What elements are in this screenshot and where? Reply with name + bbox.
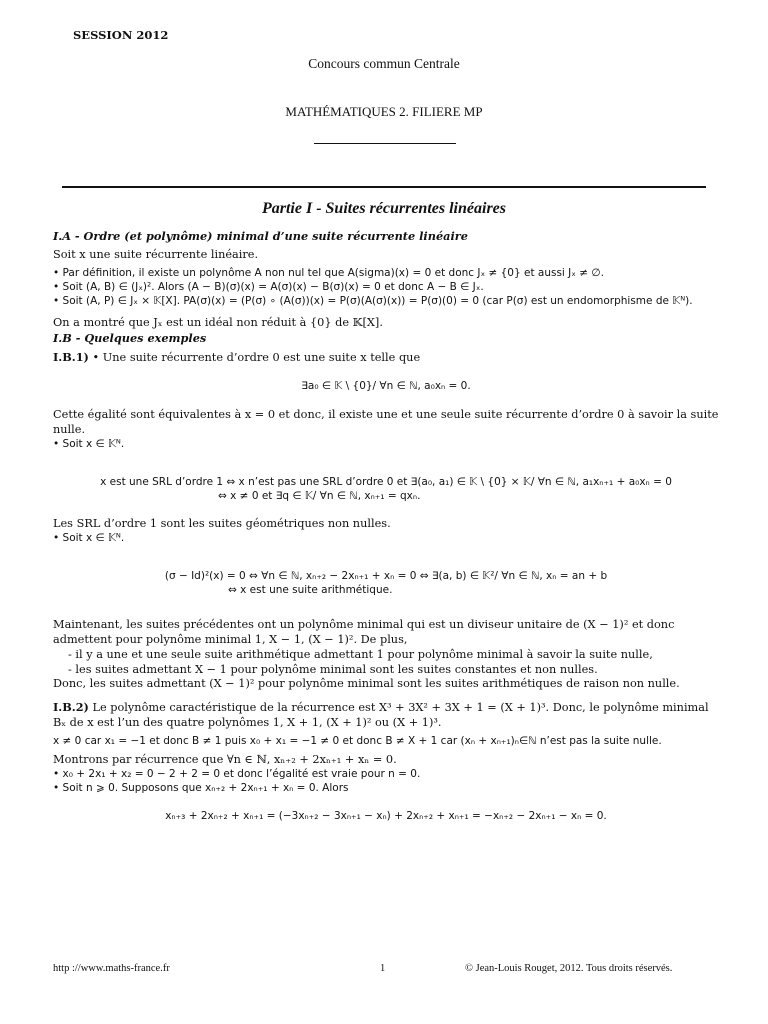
- ib1-label: I.B.1): [53, 350, 89, 365]
- short-divider: [314, 143, 456, 144]
- concours-title: Concours commun Centrale: [308, 56, 460, 71]
- section-ia-conclusion: On a montré que Jₓ est un idéal non réduit à {0} de 𝕂[X].: [53, 316, 383, 330]
- ib1-equation-2-line-2: ⇔ x ≠ 0 et ∃q ∈ 𝕂/ ∀n ∈ ℕ, xₙ₊₁ = qxₙ.: [218, 489, 421, 502]
- ib2-equation: xₙ₊₃ + 2xₙ₊₂ + xₙ₊₁ = (−3xₙ₊₂ − 3xₙ₊₁ − xₙ) + 2xₙ₊₂ + xₙ₊₁ = −xₙ₊₂ − 2xₙ₊₁ − xₙ = 0.: [165, 809, 607, 822]
- ib2-text: Le polynôme caractéristique de la récurrence est X³ + 3X² + 3X + 1 = (X + 1)³. Donc, le polynôme minimal Bₓ de x est l’un des quatre polynômes 1, X + 1, (X + 1)² ou (X + 1)³.: [53, 701, 709, 730]
- ib2-paragraph-2: x ≠ 0 car x₁ = −1 et donc B ≠ 1 puis x₀ + x₁ = −1 ≠ 0 et donc B ≠ X + 1 car (xₙ + xₙ₊₁)ₙ∈ℕ n’est pas la suite nulle.: [53, 735, 662, 748]
- ib1-dash-2: - les suites admettant X − 1 pour polynôme minimal sont les suites constantes et non nulles.: [68, 662, 598, 676]
- session-label: SESSION 2012: [73, 28, 169, 42]
- ib2-bullet-2: • Soit n ⩾ 0. Supposons que xₙ₊₂ + 2xₙ₊₁ + xₙ = 0. Alors: [53, 781, 349, 794]
- ib2-bullet-1: • x₀ + 2x₁ + x₂ = 0 − 2 + 2 = 0 et donc l’égalité est vraie pour n = 0.: [53, 767, 421, 780]
- long-divider: [62, 186, 706, 188]
- ib1-paragraph-4: Maintenant, les suites précédentes ont un polynôme minimal qui est un diviseur unitaire de (X − 1)² et donc admettent pour polynôme minimal 1, X − 1, (X − 1)². De plus,: [53, 617, 675, 646]
- ib2-label: I.B.2): [53, 700, 89, 715]
- main-content: [53, 229, 719, 824]
- ib1-equation-3-line-2: ⇔ x est une suite arithmétique.: [228, 583, 393, 596]
- ib1-bullet-3: • Soit x ∈ 𝕂ᴺ.: [53, 532, 125, 545]
- part-title: Partie I - Suites récurrentes linéaires: [261, 200, 506, 217]
- footer-page-number: 1: [380, 963, 386, 974]
- footer-copyright: © Jean-Louis Rouget, 2012. Tous droits réservés.: [465, 963, 673, 974]
- section-ib-heading: I.B - Quelques exemples: [53, 331, 207, 346]
- bullet-product: • Soit (A, P) ∈ Jₓ × 𝕂[X]. PA(σ)(x) = (P(σ) ∘ (A(σ))(x) = P(σ)(A(σ)(x)) = P(σ)(0) = 0 (car P(σ) est un endomorphisme de 𝕂ᴺ).: [53, 294, 693, 307]
- ib1-paragraph-3: Les SRL d’ordre 1 sont les suites géométriques non nulles.: [53, 517, 391, 531]
- ib1-equation: ∃a₀ ∈ 𝕂 \ {0}/ ∀n ∈ ℕ, a₀xₙ = 0.: [301, 380, 471, 393]
- ib1-bullet-2: • Soit x ∈ 𝕂ᴺ.: [53, 437, 125, 450]
- ib1-paragraph-2: Cette égalité sont équivalentes à x = 0 et donc, il existe une et une seule suite récurrente d’ordre 0 à savoir la suite nulle.: [53, 407, 719, 436]
- ib1-paragraph-5: Donc, les suites admettant (X − 1)² pour polynôme minimal sont les suites arithmétiques de raison non nulle.: [53, 677, 680, 691]
- ib1-equation-3-line-1: (σ − Id)²(x) = 0 ⇔ ∀n ∈ ℕ, xₙ₊₂ − 2xₙ₊₁ + xₙ = 0 ⇔ ∃(a, b) ∈ 𝕂²/ ∀n ∈ ℕ, xₙ = an + b: [164, 570, 608, 583]
- ib2-paragraph-3: Montrons par récurrence que ∀n ∈ ℕ, xₙ₊₂ + 2xₙ₊₁ + xₙ = 0.: [53, 753, 397, 767]
- ib1-dash-1: - il y a une et une seule suite arithmétique admettant 1 pour polynôme minimal à savoir la suite nulle,: [68, 647, 653, 661]
- subject-title: MATHÉMATIQUES 2. FILIERE MP: [285, 104, 483, 119]
- ib1-paragraph: [53, 350, 719, 366]
- bullet-difference: • Soit (A, B) ∈ (Jₓ)². Alors (A − B)(σ)(x) = A(σ)(x) − B(σ)(x) = 0 et donc A − B ∈ Jₓ.: [53, 280, 484, 293]
- section-ia-heading: I.A - Ordre (et polynôme) minimal d’une suite récurrente linéaire: [53, 229, 468, 243]
- bullet-nonempty: • Par définition, il existe un polynôme A non nul tel que A(sigma)(x) = 0 et donc Jₓ ≠ {0} et aussi Jₓ ≠ ∅.: [53, 266, 604, 279]
- ib2-paragraph: [53, 700, 719, 731]
- footer-url[interactable]: http ://www.maths-france.fr: [53, 963, 170, 974]
- ib1-equation-2-line-1: x est une SRL d’ordre 1 ⇔ x n’est pas une SRL d’ordre 0 et ∃(a₀, a₁) ∈ 𝕂 \ {0} × 𝕂/ ∀n ∈ ℕ, a₁xₙ₊₁ + a₀xₙ = 0: [100, 475, 672, 488]
- ib1-text: • Une suite récurrente d’ordre 0 est une suite x telle que: [92, 351, 421, 365]
- section-ia-intro: Soit x une suite récurrente linéaire.: [53, 247, 259, 261]
